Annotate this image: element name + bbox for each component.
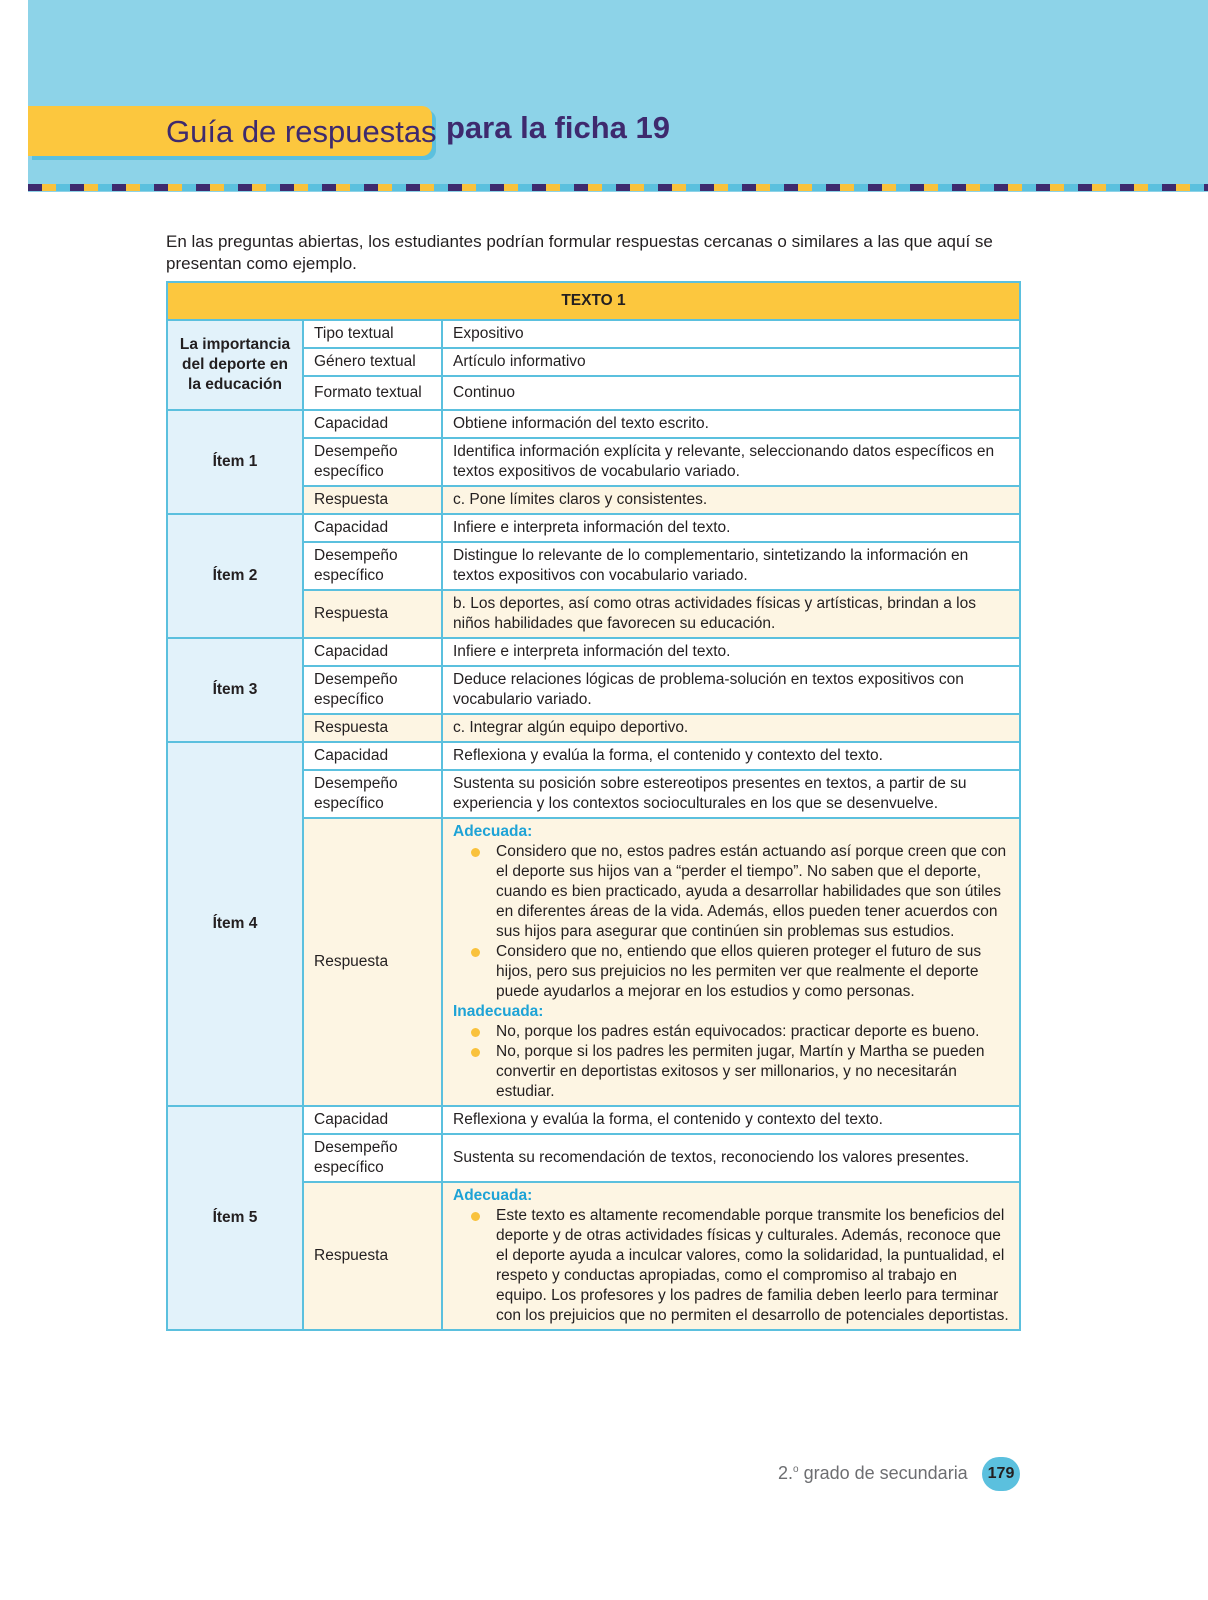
performance-value: Distingue lo relevante de lo complementario, sintetizando la información en textos expositivos con vocabulario variado. — [442, 542, 1020, 590]
row-label: Respuesta — [303, 1182, 442, 1330]
item-label: Ítem 3 — [167, 638, 303, 742]
row-label: Respuesta — [303, 590, 442, 638]
capacity-value: Infiere e interpreta información del texto. — [442, 514, 1020, 542]
grade-ordinal: o — [793, 1464, 799, 1475]
row-label: Desempeño específico — [303, 770, 442, 818]
row-label: Desempeño específico — [303, 438, 442, 486]
page-number-badge: 179 — [982, 1457, 1020, 1491]
row-label: Capacidad — [303, 638, 442, 666]
item-label: Ítem 1 — [167, 410, 303, 514]
title-rest: para la ficha 19 — [446, 110, 671, 145]
answer-value: c. Pone límites claros y consistentes. — [442, 486, 1020, 514]
table-row — [167, 638, 1020, 666]
list-item: Este texto es altamente recomendable porque transmite los beneficios del deporte y de otras actividades físicas y culturales. Además, reconoce que el deporte ayuda a inculcar valores, como la solidaridad, la puntualidad, el respeto y conductas apropiadas, como el compromiso al trabajo en equipo. Los profesores y los padres de familia deben leerlo para terminar con los prejuicios que no permiten el desarrollo de potenciales deportistas. — [496, 1207, 1009, 1324]
answer-value: b. Los deportes, así como otras actividades físicas y artísticas, brindan a los niños habilidades que favorecen su educación. — [442, 590, 1020, 638]
table-row — [167, 320, 1020, 348]
row-label: Desempeño específico — [303, 542, 442, 590]
list-item: No, porque si los padres les permiten jugar, Martín y Martha se pueden convertir en deportistas exitosos y ser millonarios, y no necesitarán estudiar. — [496, 1042, 1009, 1102]
intro-paragraph: En las preguntas abiertas, los estudiantes podrían formular respuestas cercanas o similares a las que aquí se presentan como ejemplo. — [166, 232, 993, 273]
adequate-heading: Adecuada: — [453, 823, 533, 840]
row-value: Artículo informativo — [442, 348, 1020, 376]
answer-value — [442, 1182, 1020, 1330]
capacity-value: Infiere e interpreta información del texto. — [442, 638, 1020, 666]
grade-number: 2. — [778, 1463, 794, 1483]
table-row — [167, 742, 1020, 770]
row-label: Respuesta — [303, 818, 442, 1106]
row-label: Desempeño específico — [303, 666, 442, 714]
answer-guide-table — [166, 281, 1021, 1331]
table-row — [167, 410, 1020, 438]
row-value: Expositivo — [442, 320, 1020, 348]
answer-value: c. Integrar algún equipo deportivo. — [442, 714, 1020, 742]
performance-value: Deduce relaciones lógicas de problema-solución en textos expositivos con vocabulario variado. — [442, 666, 1020, 714]
inadequate-heading: Inadecuada: — [453, 1003, 544, 1020]
adequate-list — [453, 1206, 1009, 1326]
performance-value: Sustenta su posición sobre estereotipos presentes en textos, a partir de su experiencia y los contextos socioculturales en los que se desenvuelve. — [442, 770, 1020, 818]
row-label: Capacidad — [303, 742, 442, 770]
capacity-value: Obtiene información del texto escrito. — [442, 410, 1020, 438]
performance-value: Identifica información explícita y relevante, seleccionando datos específicos en textos expositivos de vocabulario variado. — [442, 438, 1020, 486]
adequate-list — [453, 842, 1009, 1002]
decorative-dash-band — [28, 184, 1208, 191]
row-label: Tipo textual — [303, 320, 442, 348]
grade-text: grado de secundaria — [798, 1463, 968, 1483]
item-label: Ítem 4 — [167, 742, 303, 1106]
row-label: Género textual — [303, 348, 442, 376]
table-title: TEXTO 1 — [167, 282, 1020, 320]
row-label: Capacidad — [303, 514, 442, 542]
row-label: Respuesta — [303, 486, 442, 514]
performance-value: Sustenta su recomendación de textos, reconociendo los valores presentes. — [442, 1134, 1020, 1182]
adequate-heading: Adecuada: — [453, 1187, 533, 1204]
row-label: Desempeño específico — [303, 1134, 442, 1182]
list-item: Considero que no, entiendo que ellos quieren proteger el futuro de sus hijos, pero sus prejuicios no les permiten ver que realmente el deporte puede ayudarlos a mejorar en los estudios y como personas. — [496, 942, 1009, 1002]
title-highlight-box — [28, 106, 437, 156]
table-row — [167, 1106, 1020, 1134]
row-value: Continuo — [442, 376, 1020, 410]
header-band — [28, 0, 1208, 192]
item-label: Ítem 2 — [167, 514, 303, 638]
table-header-row — [167, 282, 1020, 320]
capacity-value: Reflexiona y evalúa la forma, el contenido y contexto del texto. — [442, 1106, 1020, 1134]
row-label: Capacidad — [303, 410, 442, 438]
row-label: Respuesta — [303, 714, 442, 742]
inadequate-list — [453, 1022, 1009, 1102]
row-label: Formato textual — [303, 376, 442, 410]
footer-grade — [778, 1463, 968, 1484]
text-name-cell: La importancia del deporte en la educación — [167, 320, 303, 410]
item-label: Ítem 5 — [167, 1106, 303, 1330]
list-item: Considero que no, estos padres están actuando así porque creen que con el deporte sus hijos van a “perder el tiempo”. No saben que el deporte, cuando es bien practicado, ayuda a desarrollar habilidades que son útiles en diferentes áreas de la vida. Además, ellos pueden tener acuerdos con sus hijos para asegurar que continúen sin problemas sus estudios. — [496, 842, 1009, 942]
list-item: No, porque los padres están equivocados: practicar deporte es bueno. — [496, 1022, 1009, 1042]
answer-value — [442, 818, 1020, 1106]
row-label: Capacidad — [303, 1106, 442, 1134]
table-row — [167, 514, 1020, 542]
title-highlight: Guía de respuestas — [166, 114, 437, 149]
capacity-value: Reflexiona y evalúa la forma, el contenido y contexto del texto. — [442, 742, 1020, 770]
